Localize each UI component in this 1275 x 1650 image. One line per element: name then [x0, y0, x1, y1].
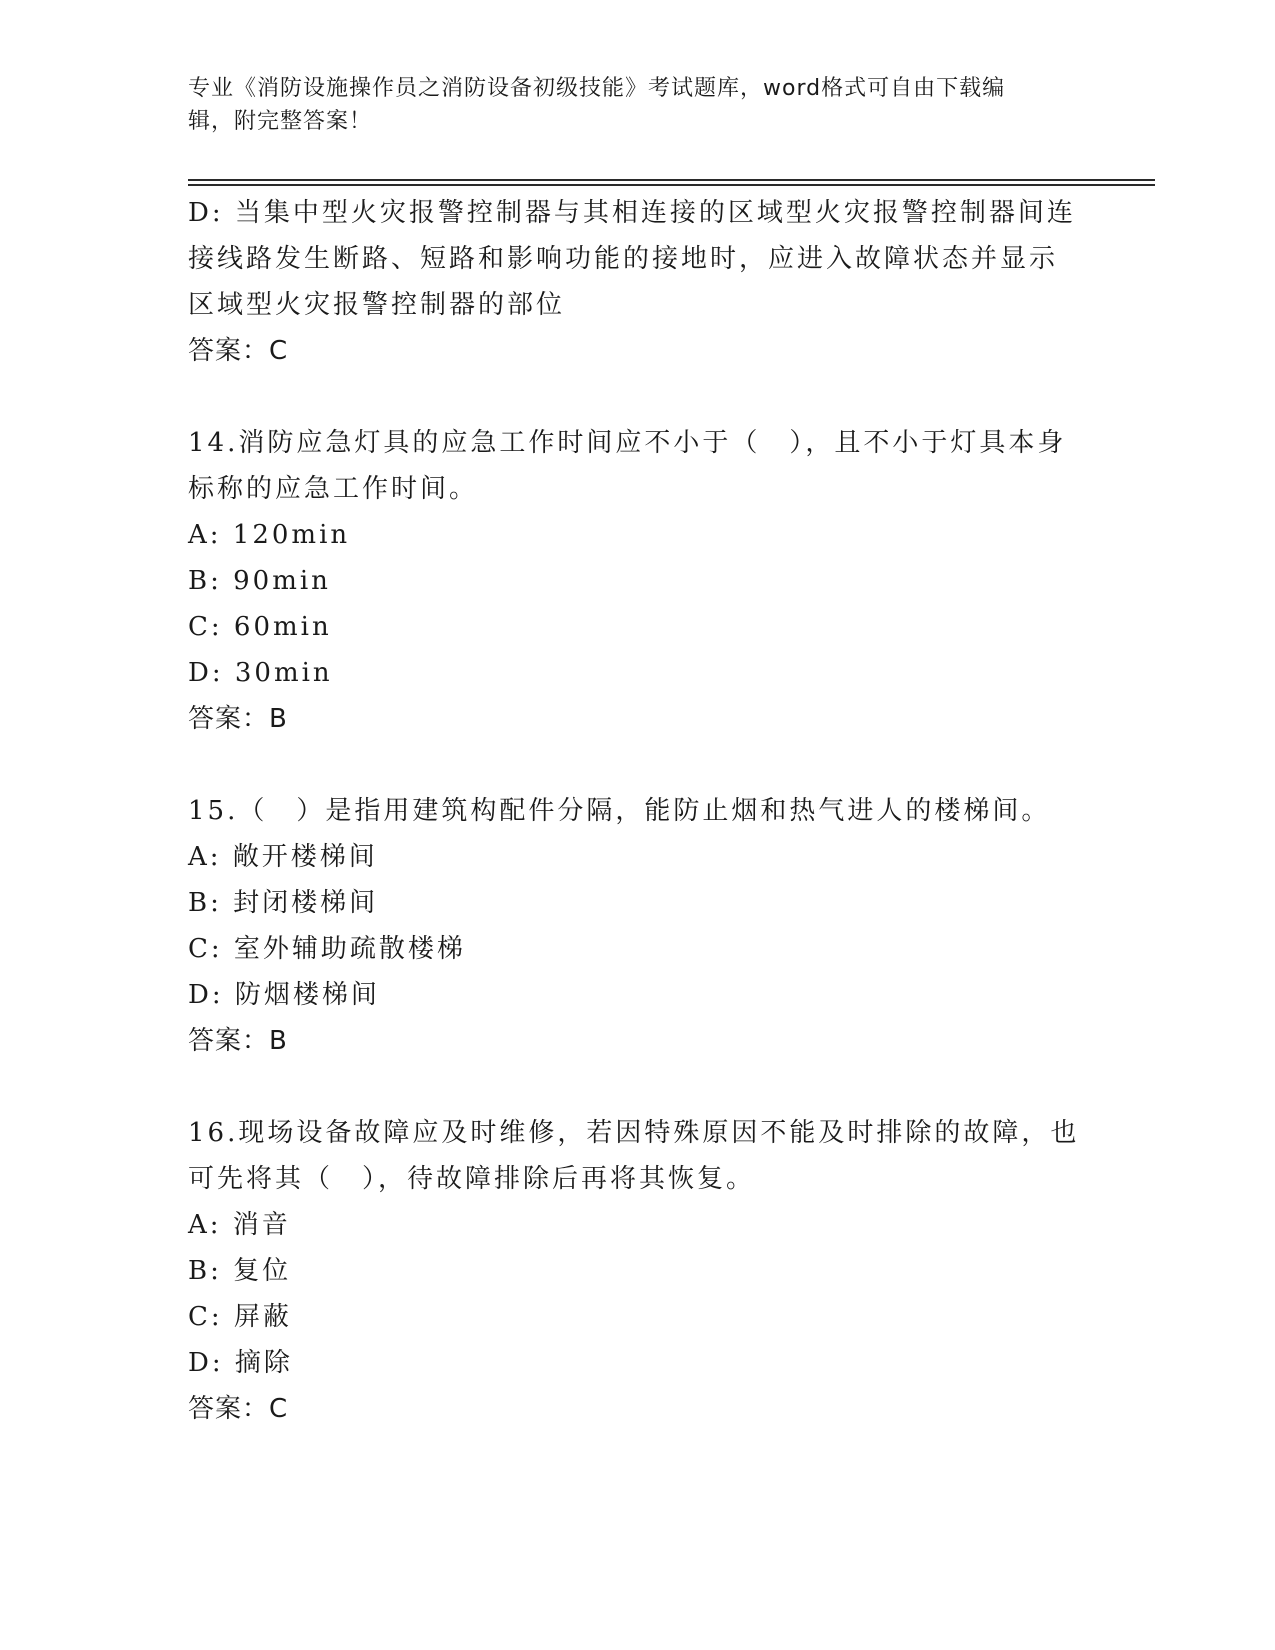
option-b: B: 封闭楼梯间 — [188, 888, 379, 918]
option-c: C: 60min — [188, 612, 332, 642]
option-d: D: 摘除 — [188, 1348, 293, 1378]
question-stem-line: 可先将其（ ），待故障排除后再将其恢复。 — [188, 1164, 756, 1194]
option-c: C: 屏蔽 — [188, 1302, 292, 1332]
question-16 — [188, 1110, 1088, 1432]
header-divider-bottom — [188, 184, 1155, 186]
option-a: A: 敞开楼梯间 — [188, 842, 378, 872]
question-stem-line: 16.现场设备故障应及时维修，若因特殊原因不能及时排除的故障，也 — [188, 1118, 1080, 1148]
question-stem-line: 标称的应急工作时间。 — [188, 474, 479, 504]
question-15 — [188, 788, 1088, 1064]
question-stem-line: 14.消防应急灯具的应急工作时间应不小于（ ），且不小于灯具本身 — [188, 428, 1067, 458]
prev-question-block — [188, 190, 1088, 374]
question-14 — [188, 420, 1088, 742]
answer-line: 答案：C — [188, 336, 289, 366]
option-a: A: 120min — [188, 520, 351, 550]
header-divider-top — [188, 179, 1155, 181]
spacer — [188, 1064, 1088, 1110]
header-line-1: 专业《消防设施操作员之消防设备初级技能》考试题库，word格式可自由下载编 — [188, 76, 1006, 101]
option-d: D: 30min — [188, 658, 333, 688]
option-c: C: 室外辅助疏散楼梯 — [188, 934, 466, 964]
option-b: B: 复位 — [188, 1256, 292, 1286]
document-header — [188, 72, 1078, 138]
answer-line: 答案：B — [188, 1026, 288, 1056]
answer-line: 答案：B — [188, 704, 288, 734]
option-a: A: 消音 — [188, 1210, 291, 1240]
header-line-2: 辑，附完整答案！ — [188, 109, 373, 134]
answer-line: 答案：C — [188, 1394, 289, 1424]
question-content — [188, 190, 1088, 1432]
spacer — [188, 742, 1088, 788]
spacer — [188, 374, 1088, 420]
option-b: B: 90min — [188, 566, 331, 596]
question-stem-line: 15.（ ）是指用建筑构配件分隔，能防止烟和热气进人的楼梯间。 — [188, 796, 1051, 826]
option-d-line-1: D: 当集中型火灾报警控制器与其相连接的区域型火灾报警控制器间连 — [188, 198, 1076, 228]
option-d-line-3: 区域型火灾报警控制器的部位 — [188, 290, 566, 320]
option-d-line-2: 接线路发生断路、短路和影响功能的接地时，应进入故障状态并显示 — [188, 244, 1059, 274]
option-d: D: 防烟楼梯间 — [188, 980, 380, 1010]
